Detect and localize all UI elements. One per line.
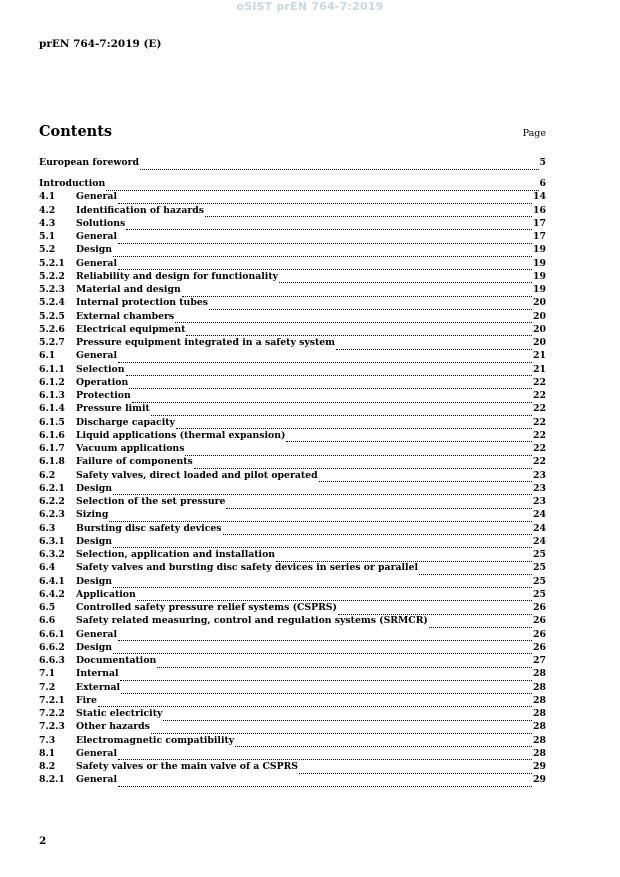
toc-leader-dots: [157, 658, 532, 668]
toc-entry-title: Fire: [76, 694, 97, 706]
toc-entry-number: 8.2.1: [39, 774, 65, 786]
toc-leader-dots: [140, 160, 539, 170]
toc-entry-page: 25: [533, 562, 546, 574]
toc-entry-title: Reliability and design for functionality: [76, 270, 279, 282]
toc-entry-title: Design: [76, 244, 113, 256]
toc-entry-title: Pressure equipment integrated in a safety system: [76, 337, 336, 348]
toc-entry-page: 22: [533, 429, 546, 441]
toc-entry-title: European foreword: [39, 157, 139, 168]
toc-entry-title: Safety valves or the main valve of a CSPRS: [76, 761, 299, 772]
toc-entry-title: Failure of components: [76, 456, 193, 468]
toc-entry-number: 7.3: [39, 734, 56, 746]
toc-entry-number: 6.1.2: [39, 376, 65, 388]
toc-entry-title: Selection of the set pressure: [76, 496, 226, 507]
toc-entry-title: Application: [76, 588, 136, 600]
toc-entry-page: 22: [533, 443, 546, 454]
toc-entry-title: Internal: [76, 668, 119, 680]
toc-entry-page: 6: [539, 178, 546, 189]
toc-entry-title: Operation: [76, 376, 129, 388]
toc-entry-title: Discharge capacity: [76, 416, 175, 428]
toc-entry-title: Design: [76, 575, 113, 587]
toc-entry-page: 24: [533, 535, 546, 547]
toc-leader-dots: [336, 340, 532, 350]
toc-entry-page: 5: [539, 157, 546, 168]
toc-entry-title: Liquid applications (thermal expansion): [76, 429, 286, 441]
toc-foreword: [39, 156, 546, 169]
toc-entry-page: 25: [533, 588, 546, 600]
toc-entry-page: 16: [533, 204, 546, 216]
toc-leader-dots: [338, 605, 532, 615]
toc-entry-number: 6.2: [39, 469, 56, 481]
toc-leader-dots: [118, 631, 532, 641]
toc-leader-dots: [163, 711, 532, 721]
toc-entry-title: General: [76, 257, 117, 269]
toc-entry-number: 5.2.3: [39, 284, 65, 295]
toc-entry[interactable]: [39, 734, 546, 747]
toc-entry[interactable]: [39, 296, 546, 309]
toc-entry-number: 6.2.2: [39, 496, 65, 507]
toc-entry-page: 22: [533, 376, 546, 388]
toc-entry[interactable]: [39, 694, 546, 707]
toc-entry[interactable]: [39, 495, 546, 508]
toc-entry[interactable]: [39, 270, 546, 283]
toc-entry-title: Controlled safety pressure relief systems (CSPRS): [76, 602, 337, 613]
toc-leader-dots: [121, 684, 532, 694]
toc-leader-dots: [176, 419, 532, 429]
toc-entry-title: External chambers: [76, 310, 175, 322]
toc-entry-title: Introduction: [39, 178, 106, 189]
toc-leader-dots: [429, 618, 532, 628]
toc-entry-page: 28: [533, 734, 546, 746]
toc-entry[interactable]: [39, 614, 546, 627]
toc-entry-title: Electrical equipment: [76, 323, 186, 335]
toc-entry-number: 6.1.7: [39, 443, 65, 454]
toc-entry-number: 8.1: [39, 747, 56, 759]
toc-entry[interactable]: [39, 217, 546, 230]
toc-entry[interactable]: [39, 402, 546, 415]
toc-entry[interactable]: [39, 349, 546, 362]
toc-entry-number: 7.2.2: [39, 708, 65, 719]
toc-entry-page: 28: [533, 668, 546, 680]
toc-entry-number: 4.2: [39, 204, 56, 216]
toc-leader-dots: [126, 366, 533, 376]
toc-entry[interactable]: [39, 204, 546, 217]
toc-entry-page: 25: [533, 549, 546, 560]
toc-entry-title: Safety valves, direct loaded and pilot operated: [76, 469, 318, 481]
toc-leader-dots: [319, 472, 532, 482]
toc-entry-page: 20: [533, 323, 546, 335]
toc-entry[interactable]: [39, 230, 546, 243]
toc-entry-title: Documentation: [76, 655, 157, 666]
toc-leader-dots: [235, 737, 532, 747]
toc-entry-number: 6.1: [39, 350, 56, 362]
toc-entry-page: 28: [533, 708, 546, 719]
toc-entry[interactable]: [39, 681, 546, 694]
toc-entry-page: 28: [533, 747, 546, 759]
toc-entry-title: General: [76, 747, 117, 759]
toc-entry-number: 6.1.8: [39, 456, 65, 468]
toc-entry-page: 26: [533, 602, 546, 613]
toc-leader-dots: [106, 181, 538, 191]
toc-leader-dots: [118, 777, 532, 787]
toc-entry-number: 6.2.3: [39, 509, 65, 521]
toc-entry-title: Identification of hazards: [76, 204, 204, 216]
toc-entry[interactable]: [39, 283, 546, 296]
toc-leader-dots: [205, 207, 532, 217]
toc-entry-page: 24: [533, 509, 546, 521]
toc-entry-number: 5.2: [39, 244, 56, 256]
toc-leader-dots: [194, 459, 532, 469]
toc-entry-number: 6.1.5: [39, 416, 65, 428]
toc-entry-title: Design: [76, 535, 113, 547]
toc-entry-title: Pressure limit: [76, 403, 150, 415]
toc-entry-number: 6.3.1: [39, 535, 65, 547]
toc-entry-page: 14: [533, 191, 546, 203]
toc-entry-title: Design: [76, 641, 113, 653]
toc-entry-title: General: [76, 628, 117, 640]
toc-entry-page: 21: [533, 350, 546, 362]
toc-leader-dots: [113, 578, 532, 588]
toc-entry-title: General: [76, 191, 117, 203]
toc-entry[interactable]: [39, 667, 546, 680]
toc-entry[interactable]: [39, 508, 546, 521]
toc-leader-dots: [279, 273, 532, 283]
toc-entry-title: External: [76, 681, 121, 693]
toc-entry-number: 6.4: [39, 562, 56, 574]
toc-entry[interactable]: [39, 760, 546, 773]
toc-entry-page: 26: [533, 628, 546, 640]
toc-leader-dots: [118, 194, 532, 204]
toc-entry[interactable]: [39, 363, 546, 376]
toc-entry-number: 6.4.1: [39, 575, 65, 587]
toc-leader-dots: [118, 750, 532, 760]
toc-entry-title: Solutions: [76, 217, 126, 229]
toc-entry-page: 29: [533, 774, 546, 786]
toc-leader-dots: [118, 353, 532, 363]
toc-entry-page: 23: [533, 469, 546, 481]
toc-entry[interactable]: [39, 535, 546, 548]
toc-entry[interactable]: [39, 455, 546, 468]
toc-entry[interactable]: [39, 376, 546, 389]
toc-entry[interactable]: [39, 641, 546, 654]
toc-entry[interactable]: [39, 442, 546, 455]
toc-leader-dots: [185, 446, 532, 456]
page-number: 2: [39, 835, 47, 847]
toc-entry-page: 26: [533, 641, 546, 653]
toc-entry-page: 17: [533, 217, 546, 229]
toc-entry-number: 5.2.5: [39, 310, 65, 322]
toc-entry-page: 27: [533, 655, 546, 666]
watermark: oSIST prEN 764-7:2019: [236, 0, 384, 13]
toc-entry-title: Vacuum applications: [76, 443, 185, 454]
toc-leader-dots: [226, 499, 532, 509]
toc-leader-dots: [132, 393, 532, 403]
toc-entry-number: 6.3: [39, 522, 56, 534]
toc-leader-dots: [151, 724, 532, 734]
toc-entry-page: 22: [533, 416, 546, 428]
toc-entry-page: 26: [533, 615, 546, 627]
toc-entry[interactable]: [39, 177, 546, 190]
toc-entry-page: 20: [533, 337, 546, 348]
toc-entry[interactable]: [39, 310, 546, 323]
toc-leader-dots: [419, 565, 532, 575]
toc-entry-number: 6.1.6: [39, 429, 65, 441]
toc-entry-number: 4.1: [39, 191, 56, 203]
toc-entry-page: 29: [533, 761, 546, 772]
toc-entry-title: Safety valves and bursting disc safety devices in series or parallel: [76, 562, 419, 574]
toc-entry[interactable]: [39, 773, 546, 786]
toc-entry-number: 5.1: [39, 231, 56, 242]
toc-leader-dots: [299, 764, 532, 774]
toc-entry-number: 5.2.7: [39, 337, 65, 348]
toc-leader-dots: [276, 552, 532, 562]
toc-entry-number: 6.1.4: [39, 403, 65, 415]
toc-entry-number: 6.1.3: [39, 390, 65, 401]
toc-entry-number: 6.2.1: [39, 482, 65, 494]
toc-entry-number: 8.2: [39, 761, 56, 772]
toc-entry[interactable]: [39, 243, 546, 256]
toc-entry-title: Selection, application and installation: [76, 549, 276, 560]
toc-entry-title: General: [76, 350, 117, 362]
toc-entry-page: 23: [533, 496, 546, 507]
toc-entry[interactable]: [39, 323, 546, 336]
toc-entry-number: 6.6.3: [39, 655, 65, 666]
toc-entry-number: 6.3.2: [39, 549, 65, 560]
toc-entry-title: Electromagnetic compatibility: [76, 734, 235, 746]
toc-entry-page: 19: [533, 270, 546, 282]
toc-entry-number: 5.2.4: [39, 297, 65, 309]
toc-leader-dots: [286, 432, 532, 442]
toc-entry-title: General: [76, 231, 117, 242]
toc-entry-number: 6.6.2: [39, 641, 65, 653]
toc-entry-number: 5.2.6: [39, 323, 65, 335]
toc-leader-dots: [109, 512, 532, 522]
toc-entry-page: 19: [533, 284, 546, 295]
toc-entry-title: Sizing: [76, 509, 109, 521]
toc-entry[interactable]: [39, 156, 546, 169]
toc-entry-number: 7.1: [39, 668, 56, 680]
toc-entry-number: 6.6: [39, 615, 56, 627]
toc-entry-number: 5.2.1: [39, 257, 65, 269]
toc-entry-number: 6.4.2: [39, 588, 65, 600]
toc-leader-dots: [223, 525, 533, 535]
toc-entry-page: 17: [533, 231, 546, 242]
toc-entry[interactable]: [39, 628, 546, 641]
toc-leader-dots: [118, 260, 532, 270]
toc-leader-dots: [182, 287, 532, 297]
toc-leader-dots: [98, 697, 532, 707]
toc-entry[interactable]: [39, 720, 546, 733]
toc-leader-dots: [113, 538, 532, 548]
toc-entry-title: Other hazards: [76, 721, 150, 733]
toc-entry-title: Material and design: [76, 284, 181, 295]
toc-entry-title: Selection: [76, 363, 125, 375]
toc-entry[interactable]: [39, 654, 546, 667]
toc-leader-dots: [118, 234, 532, 244]
toc-leader-dots: [113, 485, 532, 495]
toc-leader-dots: [209, 300, 532, 310]
toc-entry-number: 7.2: [39, 681, 56, 693]
toc-entry[interactable]: [39, 389, 546, 402]
toc-entry[interactable]: [39, 575, 546, 588]
toc-entry-page: 21: [533, 363, 546, 375]
page-column-label: Page: [522, 128, 546, 139]
toc-entry-title: General: [76, 774, 117, 786]
toc-entry-title: Safety related measuring, control and regulation systems (SRMCR): [76, 615, 428, 627]
toc-entry-number: 7.2.3: [39, 721, 65, 733]
toc-entry[interactable]: [39, 747, 546, 760]
toc-entry-page: 28: [533, 681, 546, 693]
toc-entry[interactable]: [39, 336, 546, 349]
toc-entry[interactable]: [39, 601, 546, 614]
toc-entry-title: Design: [76, 482, 113, 494]
toc-entry[interactable]: [39, 588, 546, 601]
toc-leader-dots: [126, 220, 532, 230]
toc-entry[interactable]: [39, 548, 546, 561]
toc-entry-number: 6.1.1: [39, 363, 65, 375]
contents-heading: Contents: [39, 123, 113, 140]
toc-entry-title: Internal protection tubes: [76, 297, 208, 309]
table-of-contents: [39, 177, 546, 787]
toc-entry-page: 22: [533, 403, 546, 415]
toc-entry-title: Bursting disc safety devices: [76, 522, 222, 534]
toc-entry-page: 23: [533, 482, 546, 494]
toc-leader-dots: [129, 379, 532, 389]
toc-entry-page: 22: [533, 456, 546, 468]
document-id: prEN 764-7:2019 (E): [39, 38, 162, 50]
toc-leader-dots: [186, 326, 532, 336]
toc-entry-number: 6.6.1: [39, 628, 65, 640]
toc-entry-page: 20: [533, 310, 546, 322]
toc-entry[interactable]: [39, 561, 546, 574]
toc-entry[interactable]: [39, 469, 546, 482]
toc-entry-page: 28: [533, 694, 546, 706]
toc-entry[interactable]: [39, 257, 546, 270]
toc-entry-number: 5.2.2: [39, 270, 65, 282]
toc-entry-title: Static electricity: [76, 708, 163, 719]
toc-entry-page: 28: [533, 721, 546, 733]
toc-entry[interactable]: [39, 429, 546, 442]
toc-entry[interactable]: [39, 416, 546, 429]
toc-entry-page: 24: [533, 522, 546, 534]
toc-leader-dots: [137, 591, 532, 601]
toc-leader-dots: [113, 247, 532, 257]
toc-entry-page: 19: [533, 244, 546, 256]
toc-entry-number: 4.3: [39, 217, 56, 229]
toc-entry-page: 22: [533, 390, 546, 401]
toc-leader-dots: [120, 671, 533, 681]
toc-entry-page: 25: [533, 575, 546, 587]
toc-entry-number: 6.5: [39, 602, 56, 613]
toc-entry-title: Protection: [76, 390, 131, 401]
toc-entry[interactable]: [39, 190, 546, 203]
toc-leader-dots: [113, 644, 532, 654]
toc-leader-dots: [151, 406, 532, 416]
toc-entry[interactable]: [39, 522, 546, 535]
toc-entry[interactable]: [39, 707, 546, 720]
toc-entry-page: 19: [533, 257, 546, 269]
toc-leader-dots: [175, 313, 532, 323]
toc-entry[interactable]: [39, 482, 546, 495]
toc-entry-page: 20: [533, 297, 546, 309]
toc-entry-number: 7.2.1: [39, 694, 65, 706]
